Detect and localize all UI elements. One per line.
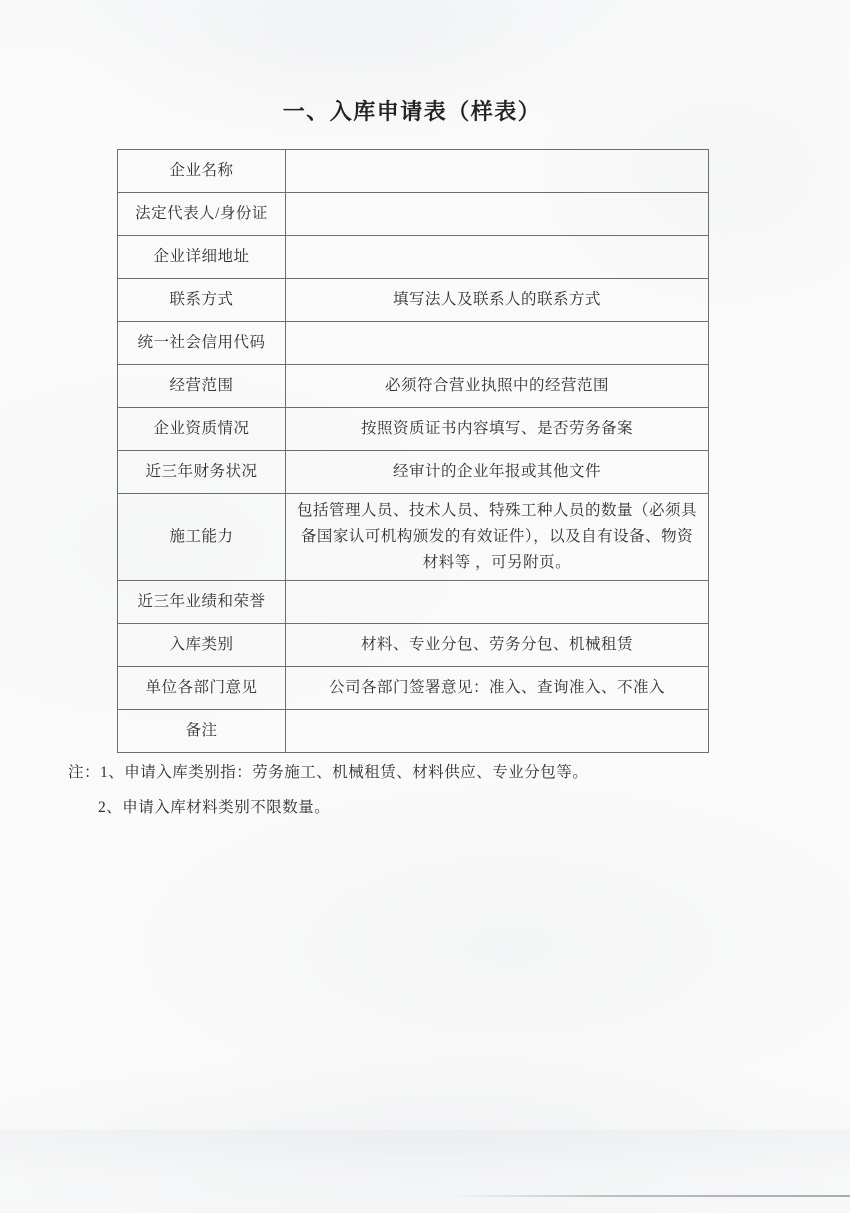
row-label: 单位各部门意见 (118, 667, 286, 709)
table-row (118, 278, 708, 321)
row-value: 必须符合营业执照中的经营范围 (384, 377, 609, 394)
row-value-line: 备国家认可机构颁发的有效证件），以及自有设备、物资 (300, 528, 694, 545)
row-label: 企业资质情况 (118, 408, 286, 450)
table-row (118, 150, 708, 192)
row-label: 企业名称 (118, 150, 286, 192)
row-value (286, 193, 708, 235)
row-value (286, 150, 708, 192)
row-value-line: 包括管理人员、技术人员、特殊工种人员的数量（必须具 (296, 502, 697, 519)
row-value (286, 581, 708, 623)
row-label: 备注 (118, 710, 286, 752)
row-label: 近三年财务状况 (118, 451, 286, 493)
page-title: 一、入库申请表（样表） (282, 99, 542, 124)
row-label: 企业详细地址 (118, 236, 286, 278)
table-row (118, 364, 708, 407)
row-value (286, 710, 708, 752)
row-value: 经审计的企业年报或其他文件 (392, 463, 601, 480)
row-value (286, 322, 708, 364)
row-label: 近三年业绩和荣誉 (118, 581, 286, 623)
footnote-2: 2、申请入库材料类别不限数量。 (98, 799, 331, 816)
footnotes (68, 763, 768, 818)
row-label: 施工能力 (118, 494, 286, 580)
row-label: 联系方式 (118, 279, 286, 321)
row-value: 按照资质证书内容填写、是否劳务备案 (360, 420, 633, 437)
table-row (118, 623, 708, 666)
row-value: 材料、专业分包、劳务分包、机械租赁 (360, 636, 633, 653)
table-row (118, 407, 708, 450)
row-label: 法定代表人/身份证 (118, 193, 286, 235)
row-label: 统一社会信用代码 (118, 322, 286, 364)
row-value (286, 236, 708, 278)
table-row (118, 493, 708, 580)
row-value: 公司各部门签署意见：准入、查询准入、不准入 (328, 679, 665, 696)
footnote-1: 注：1、申请入库类别指：劳务施工、机械租赁、材料供应、专业分包等。 (68, 764, 589, 781)
table-row (118, 450, 708, 493)
table-row (118, 709, 708, 752)
application-form-table (117, 149, 709, 753)
row-label: 入库类别 (118, 624, 286, 666)
table-row (118, 580, 708, 623)
row-value-line: 材料等 ，可另附页。 (422, 554, 572, 571)
row-label: 经营范围 (118, 365, 286, 407)
table-row (118, 192, 708, 235)
row-value (286, 494, 708, 580)
table-row (118, 235, 708, 278)
row-value: 填写法人及联系人的联系方式 (392, 291, 601, 308)
table-row (118, 321, 708, 364)
scan-shadow-band (0, 1130, 850, 1175)
table-row (118, 666, 708, 709)
scan-page-edge-line (452, 1195, 850, 1197)
